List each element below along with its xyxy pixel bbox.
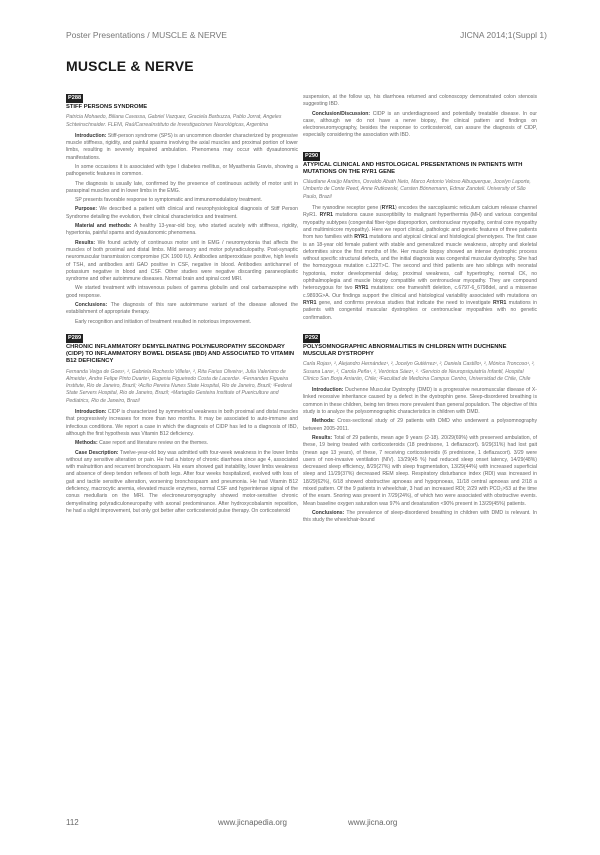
gene-name: RYR1 — [303, 299, 317, 306]
text: mutations and atypical clinical and histological phenotypes. The first case is an 18-year old female patient with stable and generalized muscle weakness, atrophy and skeletal deformities since the first months of life. Her muscle biopsy showed an intense dystrophic process without specific structural defects, and the initial diagnosis was congenital muscular dystrophy. She had the homozygous mutation c.122T>C. The second and third patients are two siblings with neonatal hypotonia, motor developmental delay, proximal weakness, calf hypertrophy, normal CK, no ophthalmoplegia and muscle biopsy compatible with centronuclear myopathy. They are compound heterozygous for two — [303, 234, 537, 292]
paragraph — [303, 435, 537, 508]
paragraph: The diagnosis is usually late, confirmed by the presence of continuous activity of motor unit in paraspinal muscles and in lower limbs in the EMG. — [66, 180, 298, 194]
text: Duchenne Muscular Dystrophy (DMD) is a progressive neuromuscular disease of X-linked recessive inheritance caused by a defect in the dystrophin gene. Sleep-disordered breathing is common in these children, being ten times more prevalent than general population. The objective of this study is to analyze the polysomnographic characteristics in children with DMD. — [303, 387, 537, 416]
gene-name: RYR1 — [354, 234, 368, 241]
gene-name: RYR1 — [381, 205, 395, 212]
label: Purpose: — [75, 206, 98, 213]
abstract-id-badge: P292 — [305, 334, 319, 341]
paragraph — [303, 510, 537, 525]
text: We found activity of continuous motor unit in EMG / neuromyotonia that affects the muscles of both proximal and distal limbs. Mild sensory and motor polyradiculopathy. Post-synaptic neuromuscular transmission compromise (CK 1900 IU). Antibodies antiperoxidase positive, high levels of TSH, and antibodies anti GAD positive in CSF, negative in blood. Antibodies antichannel of potassium negative in blood and CSF. Other studies were negative discarding paraneoplastic syndrome and other autoimmune diseases. Normal brain and spinal cord MRI. — [66, 239, 298, 283]
text: The diagnosis of this rare autoimmune variant of the disease allowed the establishment of appropriate therapy. — [66, 302, 298, 316]
label: Introduction: — [75, 409, 107, 416]
section-title: MUSCLE & NERVE — [66, 58, 194, 74]
text: Stiff-person syndrome (SPS) is an uncommon disorder characterized by progressive muscle stiffness, rigidity, and painful spasms involving the axial muscles and proximal portion of lower limbs, resulting in severely impaired ambulation. Phenomena may occur with dysautonomic manifestations. — [66, 132, 298, 161]
label: Conclusions: — [312, 509, 345, 516]
text: mutations: one frameshift deletion, c.6797-6_6798del, and a missense c.9893G>A. Our findings support the clinical and histological variability associated with mutations on — [303, 285, 537, 299]
paragraph — [66, 450, 298, 516]
journal-citation: JICNA 2014;1(Suppl 1) — [460, 30, 547, 40]
text: gene, and confirms previous studies that indicate the need to investigate — [316, 299, 493, 306]
paragraph — [66, 409, 298, 438]
gene-name: RYR1 — [319, 212, 333, 219]
label: Introduction: — [75, 132, 107, 139]
text: Twelve-year-old boy was admitted with four-week weakness in the lower limbs without any sensitive alteration or pain. He had a history of chronic diarrhoea since age 4, associated with malnutrition and recurrent bronchospasm. His exam showed gait instability, lower limbs weakness and absence of deep tendon reflexes of both legs. After four weeks hospitalized, evolved with loss of gait and tactile sensitive alteration, worsening bronchospasm and pneumonia. He had Vitamin B12 deficiency, macrocytic anemia, elevated muscle enzymes, normal CSF and hyperintense signal of the conus medullaris on the MRI. The electroneuromyography showed motor-sensitive chronic demyelinating polyradiculoneuropathy with axonal predominance. After hydroxycobalamin reposition, he had a slight improvement, but only got better after corticosteroid pulse therapy. On corticosteroid — [66, 449, 298, 514]
paragraph — [66, 206, 298, 221]
text: We described a patient with clinical and neurophysiological diagnosis of Stiff Person Syndrome detailing the evolution, their clinical characteristics and treatment. — [66, 206, 298, 220]
paragraph — [303, 387, 537, 416]
abstract-p290 — [303, 150, 537, 322]
paragraph: SP presents favorable response to symptomatic and immunomodulatory treatment. — [75, 197, 263, 204]
text: Case report and literature review on the themes. — [99, 440, 209, 447]
paragraph — [66, 302, 298, 317]
abstract-authors: Carla Rojas¹, ², Alejandro Hernández¹, ², Jocelyn Gutiérrez¹, ², Daniela Castillo¹, ², Mónica Troncoso¹, ², Susana Lara¹, ², Carola Peña¹, ², Verónica Sáez¹, ². ¹Servicio de Neuropsiquiatría Infantil, Hospital Clínico San Borja Arriarán, Chile; ²Facultad de Medicina Campus Centro, Universidad de Chile, Chile — [303, 361, 535, 382]
paragraph — [66, 240, 298, 284]
abstract-id-badge: P288 — [68, 95, 82, 101]
text: Total of 29 patients, mean age 9 years (2-18). 20/29(69%) with preserved ambulation, of these, 19 being treated with corticosteroids (18 prednisone, 1 deflazacort). 9/29(31%) had lost gait (mean age 13 years), of these, 7 receiving corticosteroids (6 prednisone, 1 deflazacort). 3/29 were users of non-invasive ventilation (NIV). 13/29(45 %) had reduced sleep onset latency, 14/29(48%) decreased sleep efficiency, 8/29(27%) with sleep fragmentation, 13/29(44%) with increased superficial sleep and 11/29(37%) decreased REM sleep. Respiratory disturbance index (RDI) was increased in 18/29(62%), 6/18 showed obstructive apnoeas and hypopnoeas, 11/18 central apnoeas and 2/18 a mixed pattern. Of the 9 patients in wheelchair, 3 had an increased RDI; 2/29 with PCO₂>53 at the time of the exam. Snoring was present in 7/29(24%), of which two were associated with obstructive events. Mean baseline oxygen saturation was 97% and desaturation <90% present in 13/29(45%) patients. — [303, 434, 537, 507]
abstract-id-badge: P290 — [305, 152, 319, 159]
footer-link-jicnapedia[interactable]: www.jicnapedia.org — [218, 818, 287, 827]
abstract-id-badge: P289 — [68, 334, 82, 341]
abstract-p289 — [66, 332, 298, 515]
text: mutations cause susceptibility to malignant hyperthermia (MH) and various congenital myopathy subtypes (congenital fiber-type disproportion, centronuclear myopathy, central core myopathy and multiminicore myopathy). Here we report clinical, pathologic and genetic features of three patients from two families with — [303, 212, 537, 241]
text: mutations in patients with congenital muscular dystrophies or centronuclear myopathies with no genetic confirmation. — [303, 299, 537, 321]
abstract-title: STIFF PERSONS SYNDROME — [66, 104, 148, 110]
gene-name: RYR1 — [492, 299, 507, 306]
abstract-title: CHRONIC INFLAMMATORY DEMYELINATING POLYNEUROPATHY SECONDARY (CIDP) TO INFLAMMATORY BOWEL DISEASE (IBD) AND ASSOCIATED TO VITAMIN B12 DEFICIENCY — [66, 343, 295, 365]
running-header: Poster Presentations / MUSCLE & NERVE — [66, 30, 227, 40]
gene-name: RYR1 — [354, 285, 369, 292]
text: The ryanodine receptor gene ( — [312, 205, 382, 212]
paragraph: In some occasions it is associated with type I diabetes mellitus, or Myasthenia Gravis, showing a pathogenetic features in common. — [66, 163, 298, 178]
label: Results: — [312, 434, 333, 441]
paragraph: Early recognition and initiation of treatment resulted in notorious improvement. — [75, 318, 252, 325]
left-column — [66, 92, 298, 521]
label: Conclusion/Discussion: — [312, 110, 371, 117]
label: Material and methods: — [75, 223, 132, 230]
paragraph — [303, 111, 537, 140]
abstract-authors: Cláudiane Araújo Martins, Osvaldo Abath Neto, Marco Antonio Veloso Albuquerque, Jocelyn Laporte, Umberto de Conte Reed, Anne Rutkowski, Carsten Bönnemann, Edmar Zanoteli. University of São Paulo, Brazil — [303, 179, 531, 200]
abstract-title: POLYSOMNOGRAPHIC ABNORMALITIES IN CHILDREN WITH DUCHENNE MUSCULAR DYSTROPHY — [303, 343, 507, 358]
abstract-p289-continued — [303, 94, 537, 140]
paragraph — [66, 133, 298, 162]
paragraph: We started treatment with intravenous pulses of gamma globulin and oral carbamazepine with good response. — [66, 285, 298, 299]
paragraph — [66, 440, 298, 447]
abstract-p288 — [66, 92, 298, 326]
footer-link-jicna[interactable]: www.jicna.org — [348, 818, 398, 827]
paragraph — [66, 223, 298, 238]
abstract-authors: Patricia Mohaedo, Biliana Cavassa, Gabriel Vazquez, Graciela Barbuzza, Pablo Jorrat, Angeles Schteinschnaider. FLENI, RaúlCarreaInstituto de Investigaciones Neurológicas, Argentina — [66, 114, 282, 128]
text: CIDP is characterized by symmetrical weakness in both proximal and distal muscles that progressively increases for more than two months. It may be associated to auto-immune and infectious conditions. We report a case in which the diagnosis of CIDP has led to a diagnosis of IBD, although the first hypothesis was Vitamin B12 deficiency. — [66, 409, 299, 437]
label: Introduction: — [312, 387, 344, 394]
text: A healthy 13-year-old boy, who started acutely with stiffness, rigidity, hypertonia, painful spams and dysautonomic phenomena. — [66, 223, 298, 237]
text: Cross-sectional study of 29 patients with DMD who underwent a polysomnography between 2005-2011. — [303, 418, 538, 432]
paragraph — [303, 205, 537, 322]
paragraph: suspension, at the follow up, his diarrhoea returned and colonoscopy demonstrated colon stenosis suggesting IBD. — [303, 94, 537, 108]
right-column — [303, 94, 537, 530]
text: CIDP is an underdiagnosed and potentially treatable disease. In our case, although we do not have a nerve biopsy, the clinical pattern and findings on electroneuromyography, besides the response to corticosteroid, can assure the diagnosis of CIDP, especially considering the association with IBD. — [303, 110, 537, 139]
paragraph — [303, 418, 537, 433]
page-number: 112 — [66, 818, 79, 827]
label: Case Description: — [75, 449, 119, 456]
label: Methods: — [312, 418, 335, 425]
abstract-title: ATYPICAL CLINICAL AND HISTOLOGICAL PRESENTATIONS IN PATIENTS WITH MUTATIONS ON THE RYR1 GENE — [303, 161, 523, 175]
abstract-p292 — [303, 332, 537, 525]
label: Results: — [75, 239, 96, 246]
abstract-authors: Fernanda Veiga de Goes¹, ², Gabriela Rocheslo Villela¹, ², Rita Farias Oliveira¹, Julia Valeriano de Almeida¹, Andre Felipe Pinto Duarte¹, Eugenia Figueiredo Costa de Lacerda¹. ¹Fernandes Figueira Institute, Rio de Janeiro, Brazil; ²Acilio Pereira Nunes State Hospital, Rio de Janeiro, Brazil; ³Federal State Servers Hospital, Rio de Janeiro, Brazil; ⁴Martagão Gesteira Institute of Puericulture and Pediatrics, Rio de Janeiro, Brazil — [66, 368, 292, 404]
label: Conclusions: — [75, 302, 108, 309]
text: The prevalence of sleep-disordered breathing in children with DMD is relevant. In this study the wheelchair-bound — [303, 509, 537, 524]
text: ) encodes the sarcoplasmic reticulum calcium release channel RyR1. — [303, 205, 537, 219]
label: Methods: — [75, 440, 98, 447]
